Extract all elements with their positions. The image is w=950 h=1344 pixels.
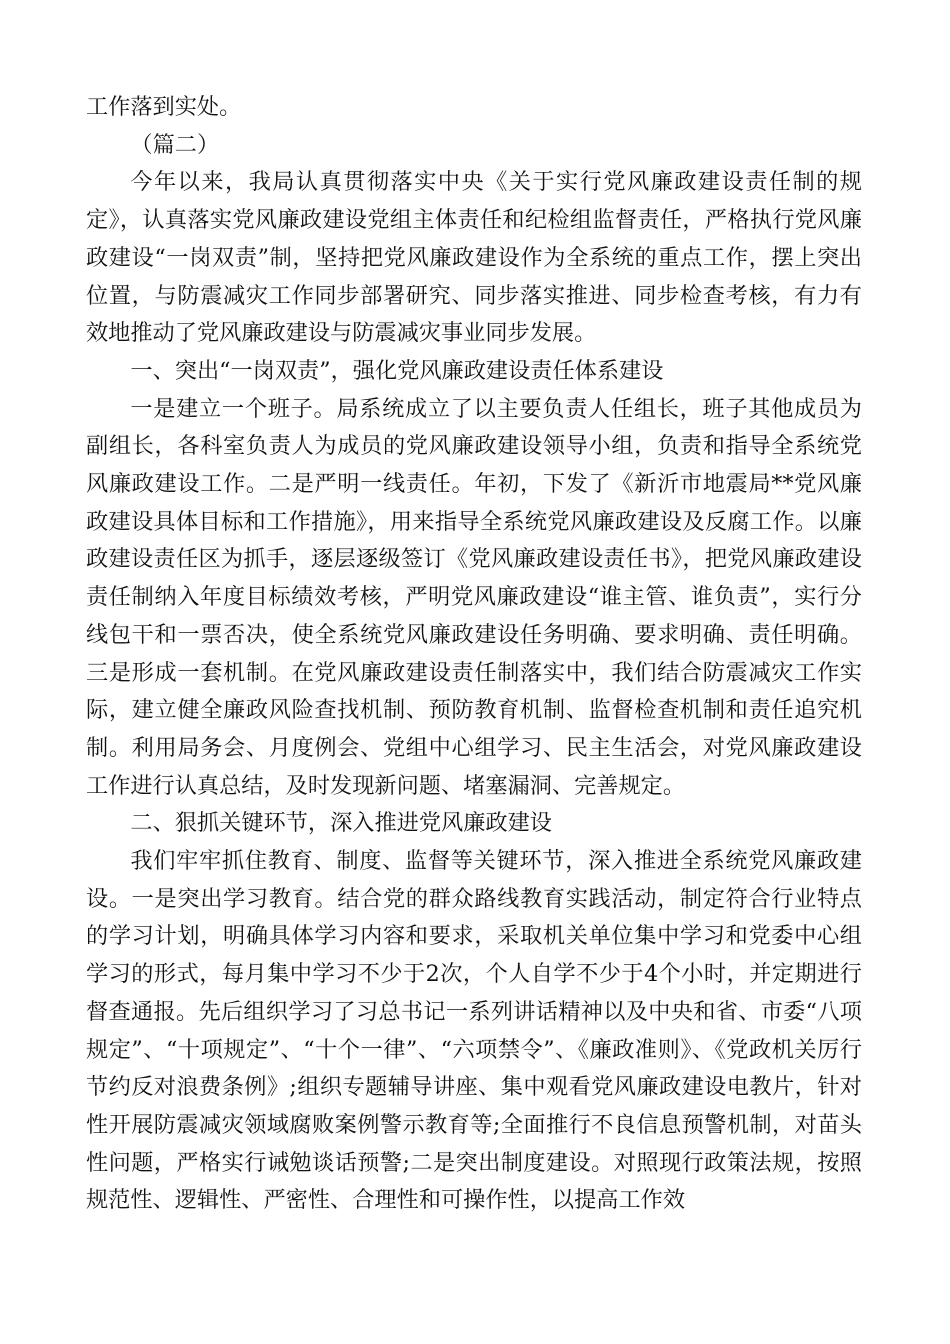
document-body — [86, 89, 862, 1220]
section-subtitle: （篇二） — [130, 131, 220, 158]
paragraph: 一是建立一个班子。局系统成立了以主要负责人任组长，班子其他成员为副组长，各科室负责人为成员的党风廉政建设领导小组，负责和指导全系统党风廉政建设工作。二是严明一线责任。年初，下发了《新沂市地震局**党风廉政建设具体目标和工作措施》，用来指导全系统党风廉政建设及反腐工作。以廉政建设责任区为抓手，逐层逐级签订《党风廉政建设责任书》，把党风廉政建设责任制纳入年度目标绩效考核，严明党风廉政建设“谁主管、谁负责”，实行分线包干和一票否决，使全系统党风廉政建设任务明确、要求明确、责任明确。三是形成一套机制。在党风廉政建设责任制落实中，我们结合防震减灾工作实际，建立健全廉政风险查找机制、预防教育机制、监督检查机制和责任追究机制。利用局务会、月度例会、党组中心组学习、民主生活会，对党风廉政建设工作进行认真总结，及时发现新问题、堵塞漏洞、完善规定。 — [86, 395, 862, 799]
paragraph: 工作落到实处。 — [86, 94, 242, 120]
section-heading: 一、突出“一岗双责”，强化党风廉政建设责任体系建设 — [130, 357, 664, 384]
paragraph: 今年以来，我局认真贯彻落实中央《关于实行党风廉政建设责任制的规定》，认真落实党风廉政建设党组主体责任和纪检组监督责任，严格执行党风廉政建设“一岗双责”制，坚持把党风廉政建设作为全系统的重点工作，摆上突出位置，与防震减灾工作同步部署研究、同步落实推进、同步检查考核，有力有效地推动了党风廉政建设与防震减灾事业同步发展。 — [86, 169, 862, 347]
paragraph: 我们牢牢抓住教育、制度、监督等关键环节，深入推进全系统党风廉政建设。一是突出学习教育。结合党的群众路线教育实践活动，制定符合行业特点的学习计划，明确具体学习内容和要求，采取机关单位集中学习和党委中心组学习的形式，每月集中学习不少于2次，个人自学不少于4个小时，并定期进行督查通报。先后组织学习了习总书记一系列讲话精神以及中央和省、市委“八项规定”、“十项规定”、“十个一律”、“六项禁令”、《廉政准则》、《党政机关厉行节约反对浪费条例》;组织专题辅导讲座、集中观看党风廉政建设电教片，针对性开展防震减灾领域腐败案例警示教育等;全面推行不良信息预警机制，对苗头性问题，严格实行诫勉谈话预警;二是突出制度建设。对照现行政策法规，按照规范性、逻辑性、严密性、合理性和可操作性，以提高工作效 — [86, 848, 862, 1214]
section-heading: 二、狠抓关键环节，深入推进党风廉政建设 — [130, 810, 552, 837]
